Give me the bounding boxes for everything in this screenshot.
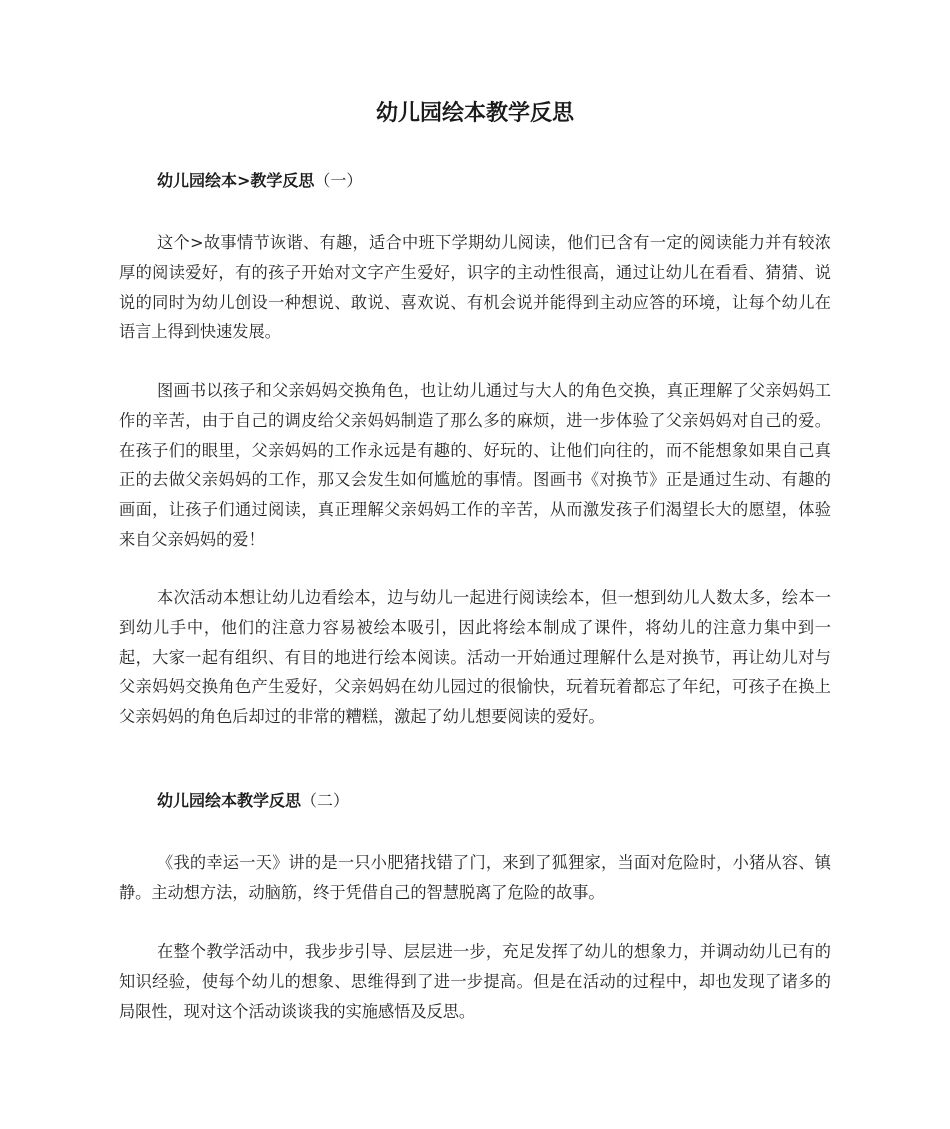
paragraph: 图画书以孩子和父亲妈妈交换角色，也让幼儿通过与大人的角色交换，真正理解了父亲妈妈工作的辛苦，由于自己的调皮给父亲妈妈制造了那么多的麻烦，进一步体验了父亲妈妈对自己的爱。在孩子们的眼里，父亲妈妈的工作永远是有趣的、好玩的、让他们向往的，而不能想象如果自己真正的去做父亲妈妈的工作，那又会发生如何尴尬的事情。图画书《对换节》正是通过生动、有趣的画面，让孩子们通过阅读，真正理解父亲妈妈工作的辛苦，从而激发孩子们渴望长大的愿望，体验来自父亲妈妈的爱！ [119,381,831,549]
paragraph: 《我的幸运一天》讲的是一只小肥猪找错了门，来到了狐狸家，当面对危险时，小猪从容、镇静。主动想方法，动脑筋，终于凭借自己的智慧脱离了危险的故事。 [119,853,831,902]
section-heading-1 [157,170,362,192]
section-heading-1-suffix: （一） [314,171,363,190]
paragraph: 本次活动本想让幼儿边看绘本，边与幼儿一起进行阅读绘本，但一想到幼儿人数太多，绘本一到幼儿手中，他们的注意力容易被绘本吸引，因此将绘本制成了课件，将幼儿的注意力集中到一起，大家一起有组织、有目的地进行绘本阅读。活动一开始通过理解什么是对换节，再让幼儿对与父亲妈妈交换角色产生爱好，父亲妈妈在幼儿园过的很愉快，玩着玩着都忘了年纪，可孩子在换上父亲妈妈的角色后却过的非常的糟糕，激起了幼儿想要阅读的爱好。 [119,588,831,727]
section-heading-1-text: 幼儿园绘本>教学反思 [157,171,315,190]
section-heading-2 [157,790,349,812]
section-heading-2-text: 幼儿园绘本教学反思 [157,791,302,810]
paragraph: 这个>故事情节诙谐、有趣，适合中班下学期幼儿阅读，他们已含有一定的阅读能力并有较浓厚的阅读爱好，有的孩子开始对文字产生爱好，识字的主动性很高，通过让幼儿在看看、猜猜、说说的同时为幼儿创设一种想说、敢说、喜欢说、有机会说并能得到主动应答的环境，让每个幼儿在语言上得到快速发展。 [119,233,831,342]
paragraph: 在整个教学活动中，我步步引导、层层进一步，充足发挥了幼儿的想象力，并调动幼儿已有的知识经验，使每个幼儿的想象、思维得到了进一步提高。但是在活动的过程中，却也发现了诸多的局限性，现对这个活动谈谈我的实施感悟及反思。 [119,942,831,1021]
section-heading-2-suffix: （二） [301,791,350,810]
page-title: 幼儿园绘本教学反思 [375,101,574,126]
